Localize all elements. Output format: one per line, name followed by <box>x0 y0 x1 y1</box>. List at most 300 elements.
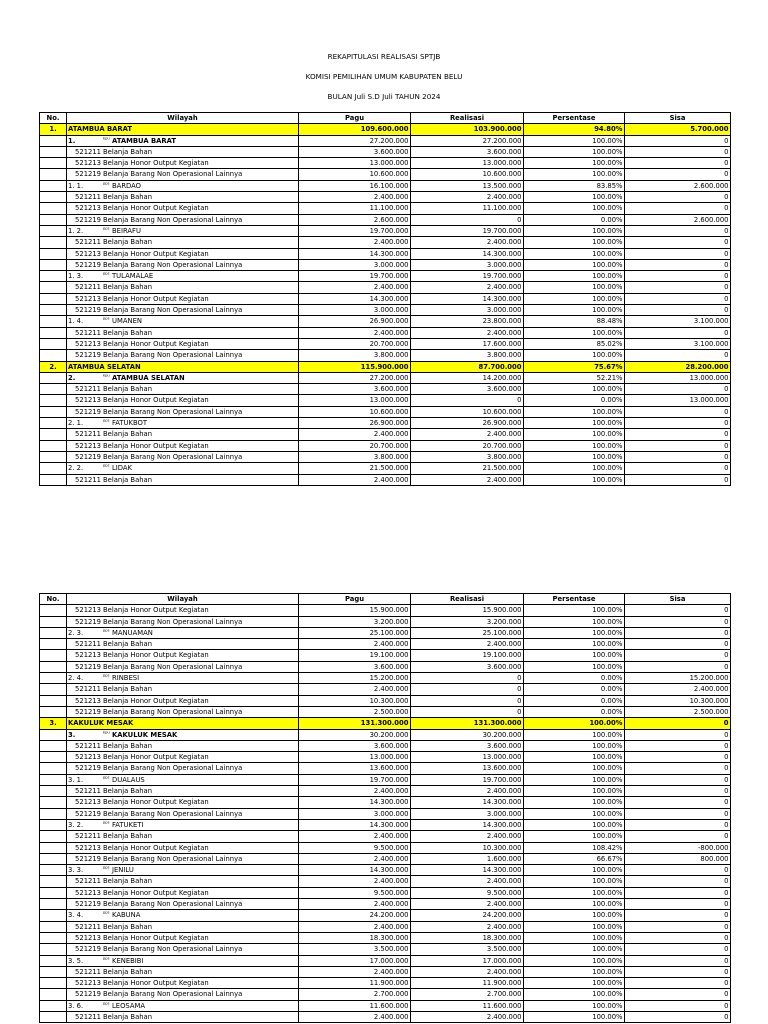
office-name: LEOSAMA <box>112 1001 146 1010</box>
header-realisasi: Realisasi <box>411 113 524 124</box>
realisasi-cell: 131.300.000 <box>411 718 524 729</box>
pagu-cell: 13.000.000 <box>299 752 411 763</box>
wilayah-cell <box>67 181 299 192</box>
office-subtotal-row <box>40 910 731 921</box>
no-cell <box>40 237 67 248</box>
persentase-cell: 100.00% <box>524 820 625 831</box>
office-name: DUALAUS <box>112 775 145 784</box>
account-name: Belanja Honor Output Kegiatan <box>103 249 209 258</box>
sisa-cell: 0 <box>625 192 731 203</box>
office-tag: pps <box>103 226 110 231</box>
header-wilayah: Wilayah <box>67 113 299 124</box>
realisasi-cell: 2.400.000 <box>411 192 524 203</box>
account-name: Belanja Honor Output Kegiatan <box>103 696 209 705</box>
office-tag: pps <box>103 418 110 423</box>
persentase-cell: 100.00% <box>524 260 625 271</box>
pagu-cell: 109.600.000 <box>299 124 411 135</box>
account-row <box>40 797 731 808</box>
account-row <box>40 876 731 887</box>
wilayah-cell <box>67 124 299 135</box>
account-code: 521213 <box>75 294 101 303</box>
account-row <box>40 831 731 842</box>
sisa-cell: 0 <box>625 158 731 169</box>
account-row <box>40 249 731 260</box>
office-label <box>102 820 298 830</box>
office-number: 2. 3. <box>68 628 84 637</box>
no-cell <box>40 441 67 452</box>
realisasi-cell: 2.400.000 <box>411 639 524 650</box>
realisasi-cell: 24.200.000 <box>411 910 524 921</box>
office-subtotal-row <box>40 271 731 282</box>
pagu-cell: 2.700.000 <box>299 989 411 1000</box>
no-cell <box>40 429 67 440</box>
office-name: FATUKBOT <box>112 419 148 428</box>
report-title: REKAPITULASI REALISASI SPTJB <box>327 52 441 61</box>
pagu-cell: 3.600.000 <box>299 147 411 158</box>
realisasi-cell: 3.600.000 <box>411 741 524 752</box>
pagu-cell: 3.600.000 <box>299 741 411 752</box>
wilayah-cell <box>67 696 299 707</box>
account-name: Belanja Bahan <box>103 741 153 750</box>
wilayah-cell <box>67 452 299 463</box>
realisasi-cell: 27.200.000 <box>411 136 524 147</box>
persentase-cell: 94.80% <box>524 124 625 135</box>
pagu-cell: 2.400.000 <box>299 429 411 440</box>
persentase-cell: 0.00% <box>524 696 625 707</box>
header-persentase: Persentase <box>524 594 625 605</box>
office-subtotal-row <box>40 865 731 876</box>
office-label <box>102 418 298 428</box>
pagu-cell: 14.300.000 <box>299 249 411 260</box>
account-row <box>40 328 731 339</box>
account-code: 521211 <box>75 430 101 439</box>
sisa-cell: 0 <box>625 282 731 293</box>
no-cell <box>40 944 67 955</box>
sisa-cell: 0 <box>625 605 731 616</box>
wilayah-cell <box>67 662 299 673</box>
account-name: Belanja Barang Non Operasional Lainnya <box>103 306 243 315</box>
account-code: 521213 <box>75 979 101 988</box>
pagu-cell: 26.900.000 <box>299 418 411 429</box>
wilayah-cell <box>67 775 299 786</box>
account-row <box>40 696 731 707</box>
no-cell <box>40 1001 67 1012</box>
no-cell <box>40 797 67 808</box>
account-row <box>40 384 731 395</box>
account-code: 521211 <box>75 475 101 484</box>
no-cell <box>40 373 67 384</box>
account-name: Belanja Honor Output Kegiatan <box>103 753 209 762</box>
realisasi-cell: 3.000.000 <box>411 809 524 820</box>
realisasi-cell: 17.000.000 <box>411 956 524 967</box>
sisa-cell: 0 <box>625 718 731 729</box>
persentase-cell: 100.00% <box>524 203 625 214</box>
account-name: Belanja Honor Output Kegiatan <box>103 843 209 852</box>
office-label <box>102 136 298 146</box>
account-name: Belanja Bahan <box>103 685 153 694</box>
pagu-cell: 2.400.000 <box>299 786 411 797</box>
pagu-cell: 3.600.000 <box>299 384 411 395</box>
account-name: Belanja Honor Output Kegiatan <box>103 339 209 348</box>
office-number: 3. 6. <box>68 1001 84 1010</box>
no-cell <box>40 282 67 293</box>
pagu-cell: 3.200.000 <box>299 617 411 628</box>
pagu-cell: 9.500.000 <box>299 843 411 854</box>
region-total-row <box>40 362 731 373</box>
account-row <box>40 809 731 820</box>
realisasi-cell: 3.600.000 <box>411 384 524 395</box>
wilayah-cell <box>67 305 299 316</box>
account-name: Belanja Bahan <box>103 1012 153 1021</box>
no-cell <box>40 294 67 305</box>
pagu-cell: 115.900.000 <box>299 362 411 373</box>
account-row <box>40 158 731 169</box>
account-row <box>40 662 731 673</box>
sisa-cell: 0 <box>625 169 731 180</box>
account-name: Belanja Barang Non Operasional Lainnya <box>103 662 243 671</box>
office-number: 2. <box>68 373 76 382</box>
office-subtotal-row <box>40 463 731 474</box>
wilayah-cell <box>67 463 299 474</box>
pagu-cell: 2.400.000 <box>299 328 411 339</box>
header-persentase: Persentase <box>524 113 625 124</box>
realisasi-cell: 13.500.000 <box>411 181 524 192</box>
pagu-cell: 21.500.000 <box>299 463 411 474</box>
wilayah-cell <box>67 215 299 226</box>
wilayah-cell <box>67 294 299 305</box>
persentase-cell: 100.00% <box>524 463 625 474</box>
sisa-cell: 0 <box>625 865 731 876</box>
pagu-cell: 14.300.000 <box>299 820 411 831</box>
account-row <box>40 752 731 763</box>
office-subtotal-row <box>40 316 731 327</box>
account-row <box>40 978 731 989</box>
office-subtotal-row <box>40 628 731 639</box>
pagu-cell: 15.900.000 <box>299 605 411 616</box>
realisasi-cell: 11.900.000 <box>411 978 524 989</box>
account-code: 521219 <box>75 707 101 716</box>
pagu-cell: 10.600.000 <box>299 407 411 418</box>
realisasi-cell: 2.400.000 <box>411 1012 524 1023</box>
no-cell: 1. <box>40 124 67 135</box>
office-number: 1. 3. <box>68 272 84 281</box>
no-cell <box>40 203 67 214</box>
realisasi-cell: 19.700.000 <box>411 775 524 786</box>
wilayah-cell <box>67 147 299 158</box>
realisasi-cell: 3.600.000 <box>411 662 524 673</box>
account-code: 521211 <box>75 832 101 841</box>
sisa-cell: 0 <box>625 271 731 282</box>
account-code: 521219 <box>75 260 101 269</box>
wilayah-cell <box>67 899 299 910</box>
wilayah-cell <box>67 944 299 955</box>
wilayah-cell <box>67 418 299 429</box>
wilayah-cell <box>67 752 299 763</box>
persentase-cell: 100.00% <box>524 1001 625 1012</box>
sisa-cell: 0 <box>625 328 731 339</box>
persentase-cell: 0.00% <box>524 707 625 718</box>
office-name: UMANEN <box>112 317 142 326</box>
office-number: 3. 4. <box>68 911 84 920</box>
realisasi-cell: 3.500.000 <box>411 944 524 955</box>
no-cell <box>40 475 67 486</box>
persentase-cell: 100.00% <box>524 271 625 282</box>
sisa-cell: 0 <box>625 786 731 797</box>
office-subtotal-row <box>40 820 731 831</box>
account-code: 521219 <box>75 662 101 671</box>
realisasi-cell: 14.200.000 <box>411 373 524 384</box>
region-name: ATAMBUA BARAT <box>68 125 133 134</box>
sisa-cell: 0 <box>625 260 731 271</box>
wilayah-cell <box>67 339 299 350</box>
no-cell <box>40 639 67 650</box>
office-label <box>102 463 298 473</box>
persentase-cell: 100.00% <box>524 475 625 486</box>
wilayah-cell <box>67 373 299 384</box>
account-row <box>40 192 731 203</box>
sisa-cell: 0 <box>625 944 731 955</box>
persentase-cell: 88.48% <box>524 316 625 327</box>
account-row <box>40 843 731 854</box>
account-code: 521211 <box>75 328 101 337</box>
wilayah-cell <box>67 831 299 842</box>
persentase-cell: 100.00% <box>524 888 625 899</box>
realisasi-cell: 20.700.000 <box>411 441 524 452</box>
office-number: 1. 2. <box>68 226 84 235</box>
office-tag: pps <box>103 673 110 678</box>
account-row <box>40 203 731 214</box>
wilayah-cell <box>67 741 299 752</box>
pagu-cell: 2.500.000 <box>299 707 411 718</box>
office-number: 3. 2. <box>68 820 84 829</box>
pagu-cell: 13.600.000 <box>299 763 411 774</box>
realisasi-cell: 2.700.000 <box>411 989 524 1000</box>
wilayah-cell <box>67 820 299 831</box>
account-code: 521213 <box>75 753 101 762</box>
persentase-cell: 0.00% <box>524 215 625 226</box>
office-subtotal-row <box>40 181 731 192</box>
account-name: Belanja Honor Output Kegiatan <box>103 204 209 213</box>
persentase-cell: 100.00% <box>524 741 625 752</box>
persentase-cell: 100.00% <box>524 628 625 639</box>
account-name: Belanja Barang Non Operasional Lainnya <box>103 764 243 773</box>
header-wilayah: Wilayah <box>67 594 299 605</box>
no-cell <box>40 888 67 899</box>
account-code: 521211 <box>75 238 101 247</box>
no-cell <box>40 260 67 271</box>
region-name: ATAMBUA SELATAN <box>68 362 141 371</box>
no-cell <box>40 147 67 158</box>
no-cell <box>40 158 67 169</box>
sisa-cell: 2.600.000 <box>625 181 731 192</box>
wilayah-cell <box>67 876 299 887</box>
pagu-cell: 2.400.000 <box>299 475 411 486</box>
wilayah-cell <box>67 249 299 260</box>
no-cell <box>40 407 67 418</box>
no-cell <box>40 831 67 842</box>
no-cell <box>40 136 67 147</box>
account-name: Belanja Barang Non Operasional Lainnya <box>103 617 243 626</box>
sisa-cell: 0 <box>625 752 731 763</box>
sisa-cell: 0 <box>625 888 731 899</box>
account-name: Belanja Barang Non Operasional Lainnya <box>103 351 243 360</box>
no-cell <box>40 820 67 831</box>
office-subtotal-row <box>40 956 731 967</box>
account-row <box>40 639 731 650</box>
sisa-cell: 0 <box>625 639 731 650</box>
no-cell <box>40 899 67 910</box>
account-code: 521211 <box>75 640 101 649</box>
no-cell <box>40 305 67 316</box>
no-cell <box>40 452 67 463</box>
no-cell <box>40 350 67 361</box>
pagu-cell: 18.300.000 <box>299 933 411 944</box>
account-code: 521213 <box>75 651 101 660</box>
office-name: ATAMBUA BARAT <box>112 136 177 145</box>
office-label <box>102 956 298 966</box>
header-pagu: Pagu <box>299 594 411 605</box>
realisasi-cell: 9.500.000 <box>411 888 524 899</box>
pagu-cell: 30.200.000 <box>299 730 411 741</box>
no-cell <box>40 650 67 661</box>
account-row <box>40 888 731 899</box>
account-name: Belanja Barang Non Operasional Lainnya <box>103 854 243 863</box>
account-code: 521213 <box>75 606 101 615</box>
table-header-row <box>40 594 731 605</box>
account-name: Belanja Bahan <box>103 787 153 796</box>
wilayah-cell <box>67 888 299 899</box>
persentase-cell: 100.00% <box>524 384 625 395</box>
sisa-cell: 0 <box>625 452 731 463</box>
account-name: Belanja Bahan <box>103 922 153 931</box>
office-name: KAKULUK MESAK <box>112 730 178 739</box>
office-label <box>102 673 298 683</box>
office-name: KENEBIBI <box>112 956 144 965</box>
region-name: KAKULUK MESAK <box>68 719 134 728</box>
pagu-cell: 3.000.000 <box>299 809 411 820</box>
no-cell <box>40 843 67 854</box>
wilayah-cell <box>67 384 299 395</box>
realisasi-cell: 14.300.000 <box>411 249 524 260</box>
wilayah-cell <box>67 1012 299 1023</box>
realisasi-cell: 87.700.000 <box>411 362 524 373</box>
account-name: Belanja Barang Non Operasional Lainnya <box>103 809 243 818</box>
account-name: Belanja Bahan <box>103 193 153 202</box>
account-code: 521211 <box>75 1012 101 1021</box>
realisasi-cell: 2.400.000 <box>411 899 524 910</box>
wilayah-cell <box>67 707 299 718</box>
pagu-cell: 15.200.000 <box>299 673 411 684</box>
office-subtotal-row <box>40 226 731 237</box>
pagu-cell: 2.400.000 <box>299 639 411 650</box>
sisa-cell: 10.300.000 <box>625 696 731 707</box>
persentase-cell: 100.00% <box>524 639 625 650</box>
realization-table <box>39 112 731 486</box>
sisa-cell: 2.400.000 <box>625 684 731 695</box>
account-code: 521213 <box>75 159 101 168</box>
account-row <box>40 260 731 271</box>
account-row <box>40 1012 731 1023</box>
realisasi-cell: 19.700.000 <box>411 271 524 282</box>
persentase-cell: 100.00% <box>524 865 625 876</box>
realisasi-cell: 3.000.000 <box>411 260 524 271</box>
account-code: 521219 <box>75 452 101 461</box>
office-number: 1. 1. <box>68 181 84 190</box>
header-no: No. <box>40 113 67 124</box>
pagu-cell: 2.400.000 <box>299 876 411 887</box>
no-cell <box>40 763 67 774</box>
office-tag: pps <box>103 181 110 186</box>
office-name: MANUAMAN <box>112 628 153 637</box>
sisa-cell: 0 <box>625 650 731 661</box>
realization-table <box>39 593 731 1023</box>
persentase-cell: 100.00% <box>524 418 625 429</box>
account-code: 521211 <box>75 877 101 886</box>
sisa-cell: 0 <box>625 294 731 305</box>
account-row <box>40 339 731 350</box>
office-name: LIDAK <box>112 464 133 473</box>
pagu-cell: 25.100.000 <box>299 628 411 639</box>
persentase-cell: 100.00% <box>524 910 625 921</box>
realisasi-cell: 3.800.000 <box>411 452 524 463</box>
pagu-cell: 19.700.000 <box>299 226 411 237</box>
no-cell <box>40 662 67 673</box>
wilayah-cell <box>67 260 299 271</box>
office-number: 2. 1. <box>68 419 84 428</box>
wilayah-cell <box>67 316 299 327</box>
realisasi-cell: 2.400.000 <box>411 475 524 486</box>
no-cell <box>40 418 67 429</box>
realisasi-cell: 2.400.000 <box>411 429 524 440</box>
pagu-cell: 19.700.000 <box>299 775 411 786</box>
region-total-row <box>40 718 731 729</box>
account-name: Belanja Honor Output Kegiatan <box>103 294 209 303</box>
sisa-cell: 0 <box>625 136 731 147</box>
account-code: 521213 <box>75 696 101 705</box>
persentase-cell: 100.00% <box>524 136 625 147</box>
office-label <box>102 373 298 383</box>
account-row <box>40 967 731 978</box>
persentase-cell: 100.00% <box>524 752 625 763</box>
realisasi-cell: 2.400.000 <box>411 876 524 887</box>
office-number: 3. <box>68 730 76 739</box>
sisa-cell: 0 <box>625 475 731 486</box>
persentase-cell: 100.00% <box>524 407 625 418</box>
wilayah-cell <box>67 237 299 248</box>
office-name: BARDAO <box>112 181 142 190</box>
persentase-cell: 0.00% <box>524 673 625 684</box>
sisa-cell: 0 <box>625 809 731 820</box>
office-tag: pps <box>103 271 110 276</box>
persentase-cell: 100.00% <box>524 1012 625 1023</box>
pagu-cell: 2.400.000 <box>299 854 411 865</box>
office-subtotal-row <box>40 730 731 741</box>
wilayah-cell <box>67 395 299 406</box>
office-name: KABUNA <box>112 911 141 920</box>
persentase-cell: 100.00% <box>524 876 625 887</box>
realisasi-cell: 14.300.000 <box>411 820 524 831</box>
persentase-cell: 100.00% <box>524 978 625 989</box>
wilayah-cell <box>67 673 299 684</box>
persentase-cell: 100.00% <box>524 441 625 452</box>
pagu-cell: 13.000.000 <box>299 395 411 406</box>
persentase-cell: 66.67% <box>524 854 625 865</box>
account-name: Belanja Bahan <box>103 877 153 886</box>
wilayah-cell <box>67 441 299 452</box>
account-code: 521219 <box>75 306 101 315</box>
persentase-cell: 100.00% <box>524 956 625 967</box>
no-cell <box>40 463 67 474</box>
